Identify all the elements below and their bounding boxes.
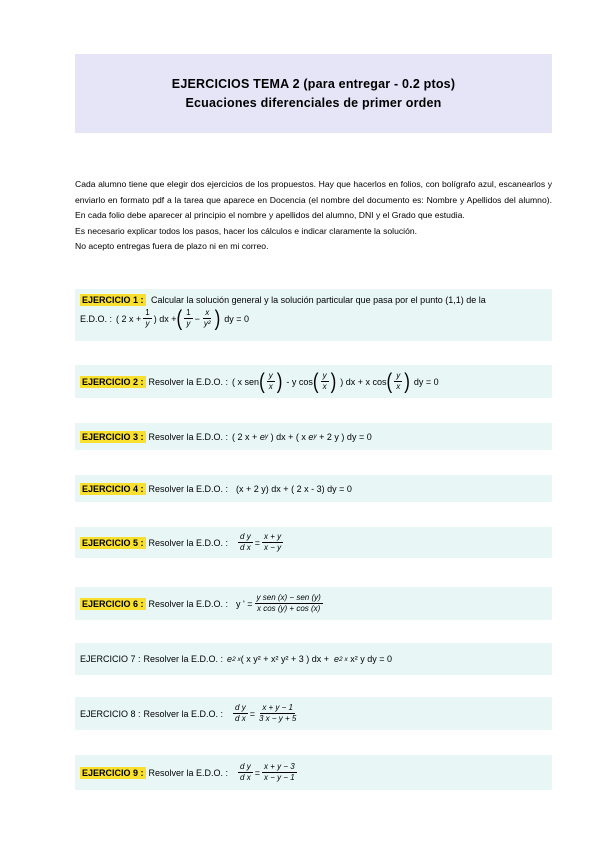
numerator: 1 [186, 308, 191, 317]
exercise-1-label: EJERCICIO 1 : [82, 295, 144, 305]
fraction [321, 371, 329, 392]
denominator: d x [235, 714, 246, 723]
numerator: x + y [263, 532, 282, 541]
denominator: d x [240, 773, 251, 782]
instructions-p3: No acepto entregas fuera de plazo ni en mi correo. [75, 241, 269, 252]
exercise-9-label: EJERCICIO 9 : [82, 767, 144, 778]
exercise-5-text: Resolver la E.D.O. : [148, 537, 229, 548]
numerator: x + y − 1 [262, 703, 293, 712]
page-title: EJERCICIOS TEMA 2 (para entregar - 0.2 ptos) [171, 77, 456, 91]
exercise-9-equation [232, 762, 299, 783]
eq-part: = [254, 537, 260, 548]
exercise-1 [75, 289, 552, 341]
exercise-3-equation [232, 432, 372, 442]
instructions [75, 177, 552, 255]
exercise-2 [75, 365, 552, 398]
eq-part: (x + 2 y) dx + ( 2 x - 3) dy = 0 [236, 483, 352, 494]
denominator: y [186, 319, 191, 328]
eq-part: − [194, 313, 200, 324]
denominator: y [145, 319, 150, 328]
numerator: y sen (x) − sen (y) [256, 593, 321, 602]
paren-close: ) [330, 368, 337, 394]
denominator: x − y − 1 [263, 773, 295, 782]
paren-close: ) [404, 368, 410, 394]
eq-part: ( x sen [232, 376, 260, 387]
exercise-9-text: Resolver la E.D.O. : [148, 767, 229, 778]
paren-open: ( [259, 368, 265, 394]
exercise-8 [75, 697, 552, 730]
exp-base: e [308, 431, 314, 442]
eq-part: ) dx + ( x [270, 431, 306, 442]
exponent: y [313, 433, 317, 440]
numerator: d y [240, 532, 251, 541]
numerator: 1 [145, 308, 150, 317]
exercise-5-equation [232, 532, 285, 553]
fraction [238, 532, 253, 553]
exercise-2-text: Resolver la E.D.O. : [148, 376, 229, 387]
exercise-7-label: EJERCICIO 7 : [80, 654, 141, 664]
paren-close: ) [214, 305, 221, 331]
fraction [143, 308, 151, 329]
exp-base: e [259, 431, 265, 442]
exercise-8-equation [227, 703, 300, 724]
eq-part: ( 2 x + [232, 431, 258, 442]
eq-part: ) dx + [153, 313, 177, 324]
denominator: x [396, 382, 401, 391]
title-box [75, 54, 552, 133]
fraction [394, 371, 402, 392]
exercise-1-equation [116, 305, 250, 331]
exercise-2-label: EJERCICIO 2 : [82, 376, 144, 387]
fraction [262, 532, 283, 553]
exercise-4-label: EJERCICIO 4 : [82, 483, 144, 494]
exercise-6-equation [232, 593, 325, 614]
exp-base: e [334, 654, 340, 664]
exercise-8-label: EJERCICIO 8 : [80, 708, 141, 719]
numerator: y [268, 371, 273, 380]
exercise-1-text: Calcular la solución general y la solución particular que pasa por el punto (1,1) de la [151, 295, 486, 305]
denominator: y² [203, 319, 211, 328]
exp-base: e [227, 654, 233, 664]
exponent: 2 x [339, 655, 348, 663]
numerator: x [205, 308, 210, 317]
instructions-p2: Es necesario explicar todos los pasos, hacer los cálculos e indicar claramente la solución. [75, 225, 418, 236]
exponent: y [264, 433, 269, 440]
numerator: x + y − 3 [263, 762, 295, 771]
denominator: d x [240, 543, 251, 552]
paren-close: ) [276, 368, 283, 394]
numerator: y [322, 371, 327, 380]
exercise-3-text: Resolver la E.D.O. : [148, 431, 229, 442]
exercise-7-text: Resolver la E.D.O. : [143, 654, 224, 664]
eq-part: ) dx + x cos [340, 376, 387, 387]
exercise-7 [75, 643, 552, 675]
fraction [184, 308, 192, 329]
exponent: 2 x [232, 655, 241, 663]
exercise-3 [75, 423, 552, 450]
eq-part: ( x y² + x² y² + 3 ) dx + [240, 654, 330, 664]
instructions-p1: Cada alumno tiene que elegir dos ejercicios de los propuestos. Hay que hacerlos en folios, con bolígrafo azul, escanearlos y enviarlo en formato pdf a la tarea que aparece en Docencia (el nombre del documento es: Nombre y Apellidos del alumno). En cada folio debe aparecer al principio el nombre y apellidos del alumno, DNI y el Grado que estudia. [75, 179, 552, 221]
exercise-6-text: Resolver la E.D.O. : [148, 598, 229, 609]
paren-open: ( [176, 305, 183, 331]
exercise-6-label: EJERCICIO 6 : [82, 598, 144, 609]
exercise-4-text: Resolver la E.D.O. : [148, 483, 229, 494]
eq-part: x² y dy = 0 [350, 654, 392, 664]
exercise-7-equation [227, 654, 392, 664]
numerator: y [396, 371, 401, 380]
fraction [267, 371, 275, 392]
eq-part: - y cos [286, 376, 313, 387]
exercise-3-label: EJERCICIO 3 : [82, 431, 144, 442]
exercise-6 [75, 587, 552, 620]
fraction [257, 703, 298, 724]
exercise-4 [75, 475, 552, 502]
eq-part: ( 2 x + [116, 313, 142, 324]
eq-part: y ' = [236, 598, 253, 609]
eq-part: dy = 0 [224, 313, 250, 324]
exercise-5-label: EJERCICIO 5 : [82, 537, 144, 548]
denominator: x [268, 382, 273, 391]
exercise-2-equation [232, 368, 439, 394]
denominator: 3 x − y + 5 [258, 714, 297, 723]
fraction [262, 762, 297, 783]
fraction [255, 593, 323, 614]
exercise-9 [75, 755, 552, 790]
exercise-5 [75, 527, 552, 558]
eq-part: dy = 0 [413, 376, 439, 387]
eq-part: + 2 y ) dy = 0 [319, 431, 372, 442]
fraction [238, 762, 253, 783]
page-subtitle: Ecuaciones diferenciales de primer orden [185, 96, 442, 110]
eq-part: = [249, 708, 255, 719]
numerator: d y [235, 703, 246, 712]
exercise-1-edo: E.D.O. : [80, 313, 113, 324]
paren-open: ( [312, 368, 319, 394]
exercise-8-text: Resolver la E.D.O. : [143, 708, 224, 719]
numerator: d y [240, 762, 251, 771]
denominator: x − y [263, 543, 282, 552]
denominator: x [322, 382, 327, 391]
denominator: x cos (y) + cos (x) [256, 604, 321, 613]
fraction [233, 703, 248, 724]
fraction [202, 308, 213, 329]
paren-open: ( [386, 368, 393, 394]
exercise-4-equation [232, 484, 352, 494]
eq-part: = [254, 767, 260, 778]
